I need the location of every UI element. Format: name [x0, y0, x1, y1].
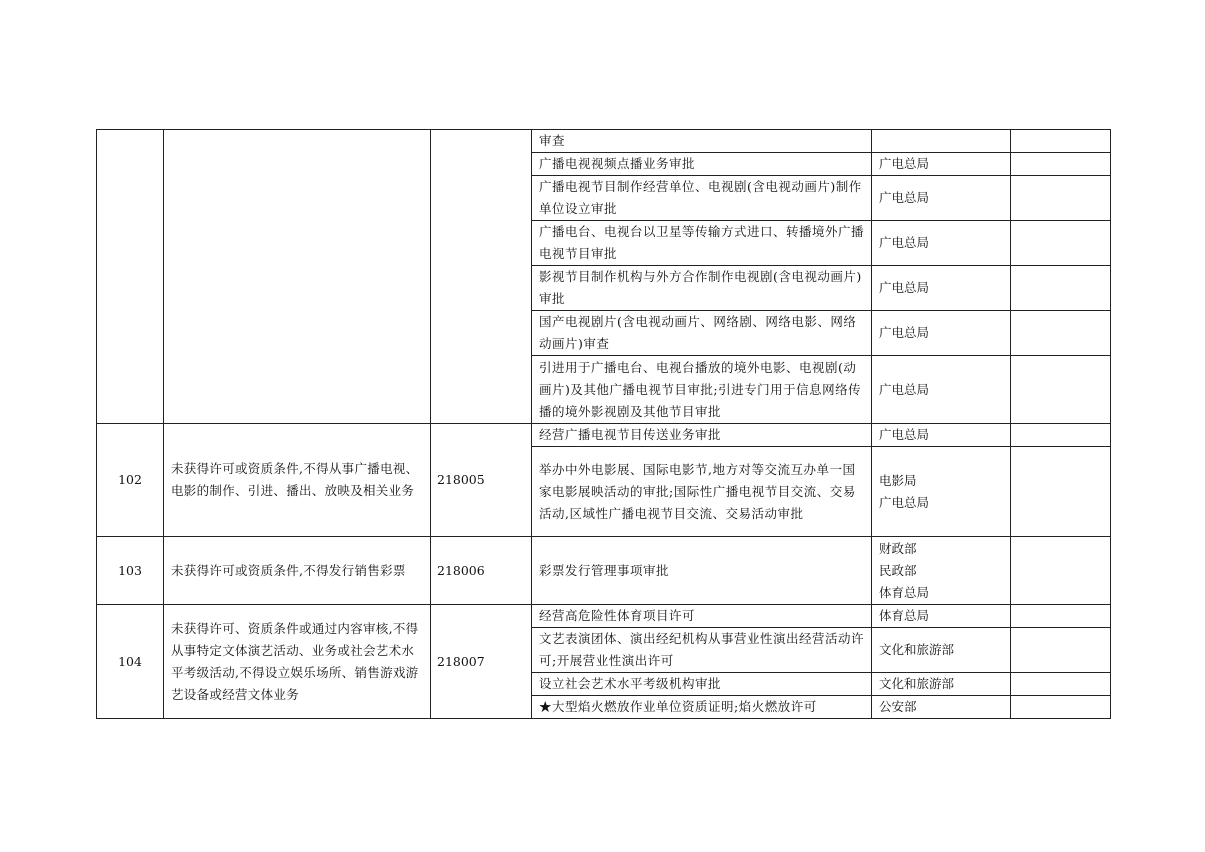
table-row [97, 537, 1111, 605]
item-cell: 引进用于广播电台、电视台播放的境外电影、电视剧(动画片)及其他广播电视节目审批;引进专门用于信息网络传播的境外影视剧及其他节目审批 [532, 356, 872, 424]
num-cell [97, 130, 164, 424]
item-cell: 国产电视剧片(含电视动画片、网络剧、网络电影、网络动画片)审查 [532, 311, 872, 356]
item-cell: 审查 [532, 130, 872, 153]
remark-cell [1011, 537, 1111, 605]
dept-cell [872, 424, 1011, 447]
dept-cell [872, 628, 1011, 673]
remark-cell [1011, 696, 1111, 719]
num-cell: 103 [97, 537, 164, 605]
dept-cell [872, 176, 1011, 221]
dept-cell [872, 356, 1011, 424]
table-row [97, 605, 1111, 628]
num-cell: 104 [97, 605, 164, 719]
code-cell: 218005 [431, 424, 532, 537]
remark-cell [1011, 605, 1111, 628]
dept-name: 广电总局 [879, 280, 930, 295]
remark-cell [1011, 130, 1111, 153]
table-row [97, 130, 1111, 153]
dept-name: 广电总局 [879, 325, 930, 340]
dept-name: 财政部 [879, 540, 917, 556]
dept-cell [872, 311, 1011, 356]
remark-cell [1011, 447, 1111, 537]
remark-cell [1011, 311, 1111, 356]
remark-cell [1011, 673, 1111, 696]
num-cell: 102 [97, 424, 164, 537]
dept-cell [872, 537, 1011, 605]
remark-cell [1011, 356, 1111, 424]
dept-name: 电影局 [879, 472, 917, 488]
dept-name: 体育总局 [879, 608, 930, 623]
item-cell: ★大型焰火燃放作业单位资质证明;焰火燃放许可 [532, 696, 872, 719]
dept-name: 体育总局 [879, 584, 930, 600]
item-cell: 广播电视节目制作经营单位、电视剧(含电视动画片)制作单位设立审批 [532, 176, 872, 221]
dept-cell [872, 447, 1011, 537]
condition-cell: 未获得许可、资质条件或通过内容审核,不得从事特定文体演艺活动、业务或社会艺术水平考级活动,不得设立娱乐场所、销售游戏游艺设备或经营文体业务 [164, 605, 431, 719]
dept-name: 广电总局 [879, 156, 930, 171]
permit-table [96, 129, 1111, 719]
remark-cell [1011, 153, 1111, 176]
remark-cell [1011, 176, 1111, 221]
dept-name: 广电总局 [879, 235, 930, 250]
item-cell: 经营高危险性体育项目许可 [532, 605, 872, 628]
item-cell: 设立社会艺术水平考级机构审批 [532, 673, 872, 696]
condition-cell [164, 130, 431, 424]
item-cell: 文艺表演团体、演出经纪机构从事营业性演出经营活动许可;开展营业性演出许可 [532, 628, 872, 673]
dept-name: 广电总局 [879, 427, 930, 442]
dept-name: 广电总局 [879, 190, 930, 205]
remark-cell [1011, 221, 1111, 266]
dept-name: 广电总局 [879, 381, 930, 397]
remark-cell [1011, 628, 1111, 673]
dept-name: 文化和旅游部 [879, 642, 955, 657]
table-row [97, 424, 1111, 447]
code-cell [431, 130, 532, 424]
condition-cell: 未获得许可或资质条件,不得发行销售彩票 [164, 537, 431, 605]
dept-cell [872, 153, 1011, 176]
dept-cell [872, 130, 1011, 153]
dept-name: 文化和旅游部 [879, 676, 955, 691]
item-cell: 经营广播电视节目传送业务审批 [532, 424, 872, 447]
item-cell: 影视节目制作机构与外方合作制作电视剧(含电视动画片)审批 [532, 266, 872, 311]
dept-cell [872, 221, 1011, 266]
dept-cell [872, 266, 1011, 311]
item-cell: 广播电视视频点播业务审批 [532, 153, 872, 176]
remark-cell [1011, 424, 1111, 447]
dept-cell [872, 605, 1011, 628]
condition-cell: 未获得许可或资质条件,不得从事广播电视、电影的制作、引进、播出、放映及相关业务 [164, 424, 431, 537]
item-cell: 举办中外电影展、国际电影节,地方对等交流互办单一国家电影展映活动的审批;国际性广播电视节目交流、交易活动,区域性广播电视节目交流、交易活动审批 [532, 447, 872, 537]
dept-name: 民政部 [879, 562, 917, 578]
dept-cell [872, 696, 1011, 719]
code-cell: 218007 [431, 605, 532, 719]
remark-cell [1011, 266, 1111, 311]
dept-cell [872, 673, 1011, 696]
dept-name: 公安部 [879, 699, 917, 714]
code-cell: 218006 [431, 537, 532, 605]
item-cell: 彩票发行管理事项审批 [532, 537, 872, 605]
item-cell: 广播电台、电视台以卫星等传输方式进口、转播境外广播电视节目审批 [532, 221, 872, 266]
dept-name: 广电总局 [879, 494, 930, 510]
